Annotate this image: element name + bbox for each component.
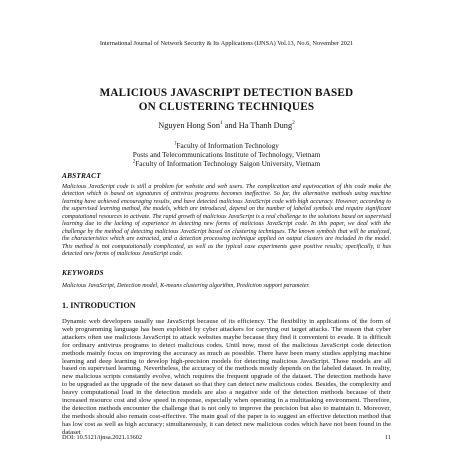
- paper-title-line-1: MALICIOUS JAVASCRIPT DETECTION BASED: [99, 87, 354, 99]
- page-number: 11: [384, 434, 391, 441]
- author-affiliation-mark: 1: [219, 120, 223, 127]
- abstract-text: Malicious JavaScript code is still a problem for website and web users. The complication and equivocation of this code make the detection which is based on signatures of antivirus programs becomes ineffective. So far, the alternative methods using machine learning have achieved encouraging results, and have detected malicious JavaScript code with high accuracy. However, according to the supervised learning method, the models, which are introduced, depend on the number of labeled symbols and require significant computational resources to activate. The rapid growth of malicious JavaScript is a real challenge to the solutions based on supervised learning due to the lacking of experience in detecting new forms of malicious JavaScript code. In this paper, we deal with the challenge by the method of detecting malicious JavaScript based on clustering techniques. The known symbols that will be analyzed, the characteristics which are extracted, and a detection processing technique applied on output clusters are included in the model. This method is not computationally complicated, as well as the typical case experiments gave positive results; specifically, it has detected new forms of malicious JavaScript code.: [62, 184, 391, 258]
- introduction-heading: 1. INTRODUCTION: [62, 301, 136, 310]
- affiliation-mark: 1: [174, 141, 177, 147]
- paper-title: [62, 87, 391, 114]
- author-affiliation-mark: 2: [292, 120, 295, 127]
- affiliation-block: [62, 141, 391, 168]
- introduction-text: Dynamic web developers usually use JavaScript because of its efficiency. The flexibility in applications of the form of web programming language has been exploited by cyber attackers for carrying out target attacks. The reason that cyber attackers often use malicious JavaScript to attack websites maybe because they find it convenient to evade. It is difficult for ordinary antivirus programs to detect malicious codes. Until now, most of the malicious JavaScript code detection methods mainly focus on improving the accuracy as much as possible. There have been many studies applying machine learning and deep learning to develop high-precision models for detecting malicious JavaScript. Those models are all based on supervised learning. Nevertheless, the accuracy of the methods mostly depends on the labeled dataset. In reality, new malicious scripts constantly evolve, which requires the frequent upgrade of the dataset. The detection methods have to be upgraded as the upgrade of the new dataset so that they can detect new malicious codes. Besides, the complexity and heavy computational load in the detection models are also a negative side of the detection methods because of their increased resource cost and slow speed in response, especially when operating in a multitasking environment. Therefore, the detection methods encounter the challenge that is not only to improve the precision but also to maintain it. Moreover, the methods should also remain cost-effective. The main goal of the paper is to suggest an effective detection method that has low cost as well as high accuracy; simultaneously, it can detect new malicious codes which have not been found in the dataset: [62, 318, 391, 436]
- paper-title-line-2: ON CLUSTERING TECHNIQUES: [138, 100, 315, 113]
- keywords-heading: KEYWORDS: [62, 268, 104, 277]
- affiliation-text: Faculty of Information Technology: [176, 141, 279, 150]
- author-name: Nguyen Hong Son: [158, 121, 220, 130]
- affiliation-line: [62, 141, 391, 150]
- author-list: [62, 121, 391, 131]
- affiliation-line: [62, 159, 391, 168]
- abstract-heading: ABSTRACT: [62, 171, 101, 180]
- author-conjunction: and: [222, 121, 239, 130]
- affiliation-mark: 2: [132, 159, 136, 165]
- doi-footer: DOI: 10.5121/ijnsa.2021.13602: [62, 434, 143, 441]
- keywords-text: Malicious JavaScript, Detection model, K-means clustering algorithm, Prediction support parameter.: [62, 283, 310, 289]
- author-name: Ha Thanh Dung: [238, 121, 293, 130]
- journal-header: International Journal of Network Security & Its Applications (IJNSA) Vol.13, No.6, November 2021: [99, 40, 354, 47]
- affiliation-line: Posts and Telecommunications Institute of Technology, Vietnam: [132, 150, 321, 159]
- affiliation-text: Faculty of Information Technology Saigon University, Vietnam: [135, 159, 321, 168]
